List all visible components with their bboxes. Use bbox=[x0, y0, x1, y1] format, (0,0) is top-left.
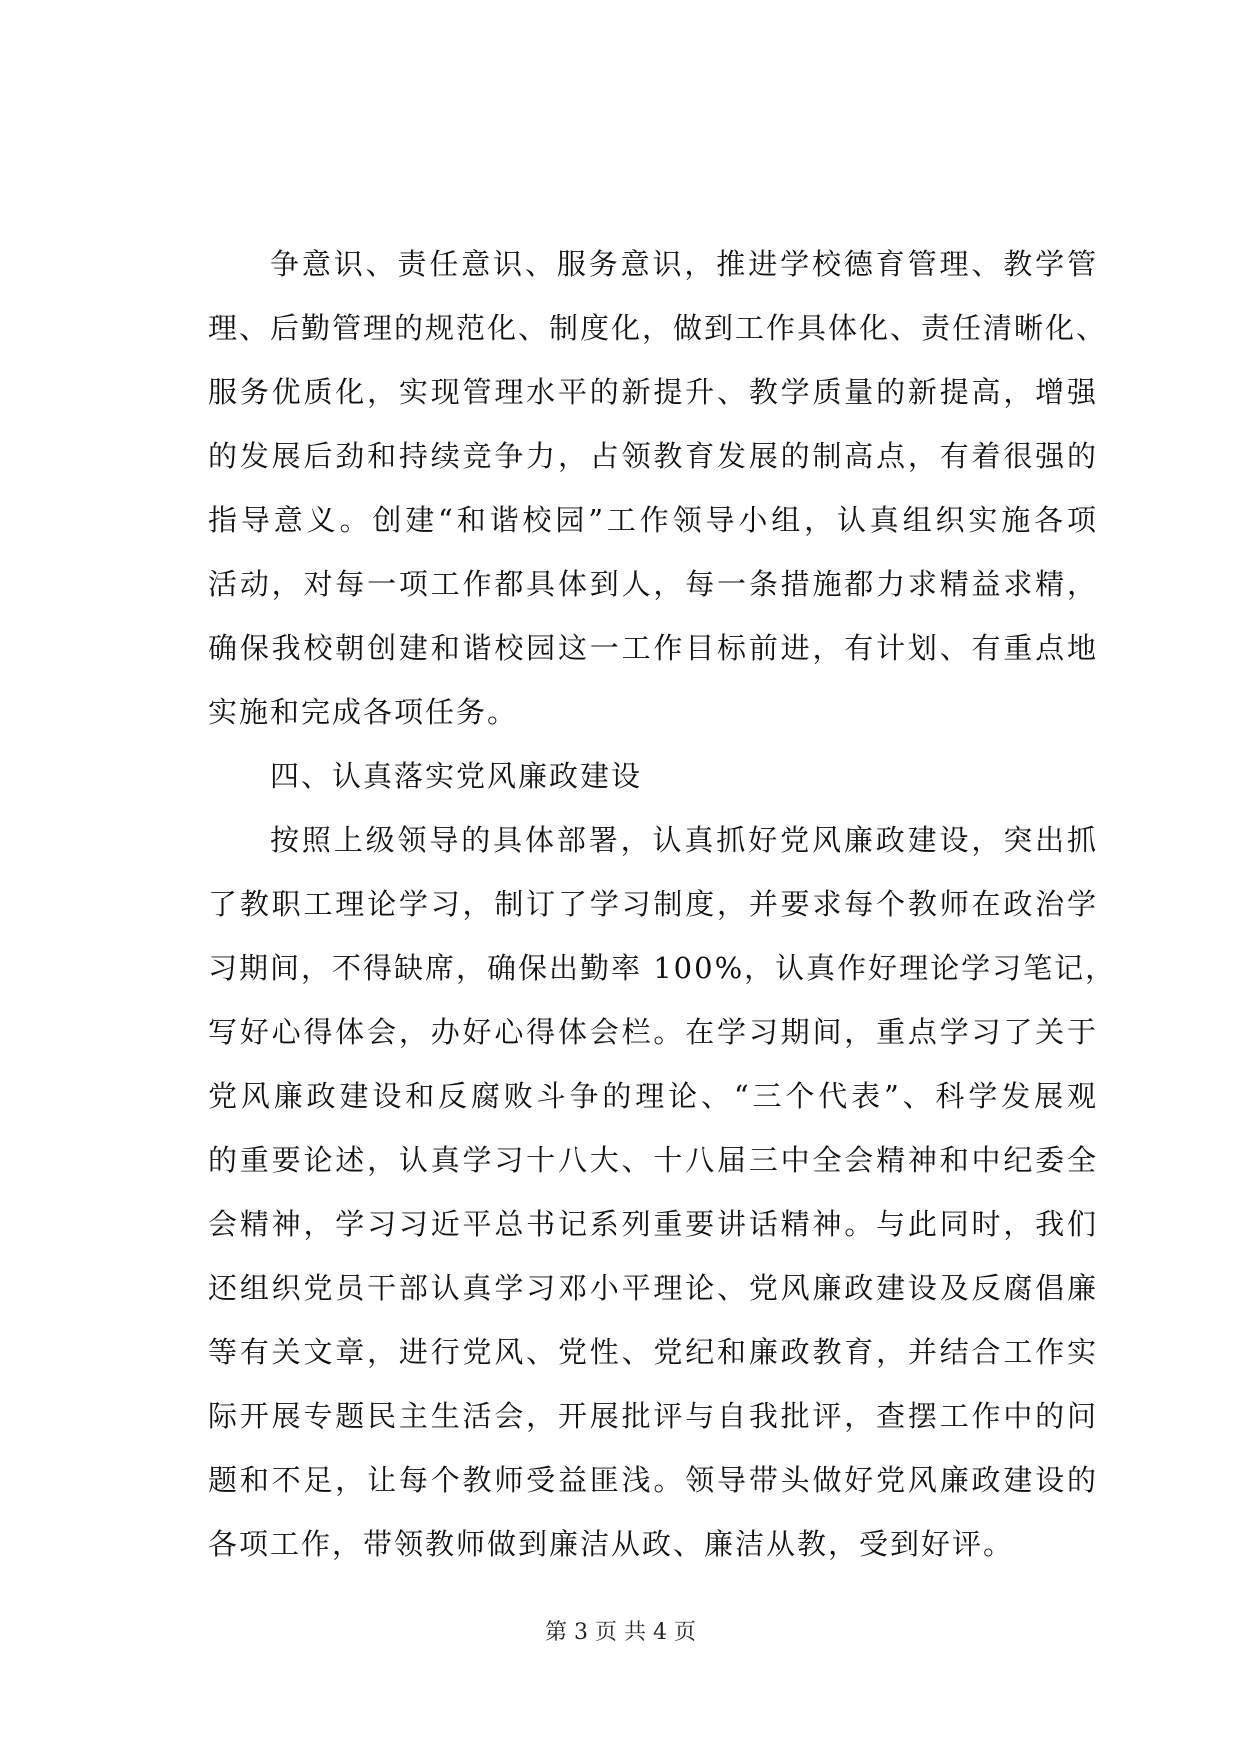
text-line: 写好心得体会，办好心得体会栏。在学习期间，重点学习了关于 bbox=[208, 1015, 1098, 1049]
text-line: 的重要论述，认真学习十八大、十八届三中全会精神和中纪委全 bbox=[208, 1143, 1098, 1177]
text-line: 确保我校朝创建和谐校园这一工作目标前进，有计划、有重点地 bbox=[208, 631, 1098, 665]
text-line: 党风廉政建设和反腐败斗争的理论、“三个代表”、科学发展观 bbox=[208, 1079, 1098, 1113]
text-line: 理、后勤管理的规范化、制度化，做到工作具体化、责任清晰化、 bbox=[208, 311, 1108, 345]
text-line: 题和不足，让每个教师受益匪浅。领导带头做好党风廉政建设的 bbox=[208, 1463, 1098, 1497]
text-line: 习期间，不得缺席，确保出勤率 100%，认真作好理论学习笔记， bbox=[208, 951, 1117, 985]
page-number: 第 3 页 共 4 页 bbox=[545, 1620, 696, 1645]
text-line: 了教职工理论学习，制订了学习制度，并要求每个教师在政治学 bbox=[208, 887, 1098, 921]
text-line: 实施和完成各项任务。 bbox=[208, 695, 519, 729]
text-line: 服务优质化，实现管理水平的新提升、教学质量的新提高，增强 bbox=[208, 375, 1098, 409]
text-line: 还组织党员干部认真学习邓小平理论、党风廉政建设及反腐倡廉 bbox=[208, 1271, 1098, 1305]
text-line: 各项工作，带领教师做到廉洁从政、廉洁从教，受到好评。 bbox=[208, 1527, 1015, 1561]
text-line: 按照上级领导的具体部署，认真抓好党风廉政建设，突出抓 bbox=[270, 823, 1098, 857]
text-line: 会精神，学习习近平总书记系列重要讲话精神。与此同时，我们 bbox=[208, 1207, 1098, 1241]
body-text bbox=[208, 232, 1117, 1576]
text-line: 等有关文章，进行党风、党性、党纪和廉政教育，并结合工作实 bbox=[208, 1335, 1098, 1369]
text-line: 的发展后劲和持续竞争力，占领教育发展的制高点，有着很强的 bbox=[208, 439, 1098, 473]
text-line: 际开展专题民主生活会，开展批评与自我批评，查摆工作中的问 bbox=[208, 1399, 1098, 1433]
text-line: 活动，对每一项工作都具体到人，每一条措施都力求精益求精， bbox=[208, 567, 1098, 601]
text-line: 指导意义。创建“和谐校园”工作领导小组，认真组织实施各项 bbox=[208, 503, 1098, 537]
section-heading: 四、认真落实党风廉政建设 bbox=[270, 759, 643, 793]
text-line: 争意识、责任意识、服务意识，推进学校德育管理、教学管 bbox=[270, 247, 1098, 281]
